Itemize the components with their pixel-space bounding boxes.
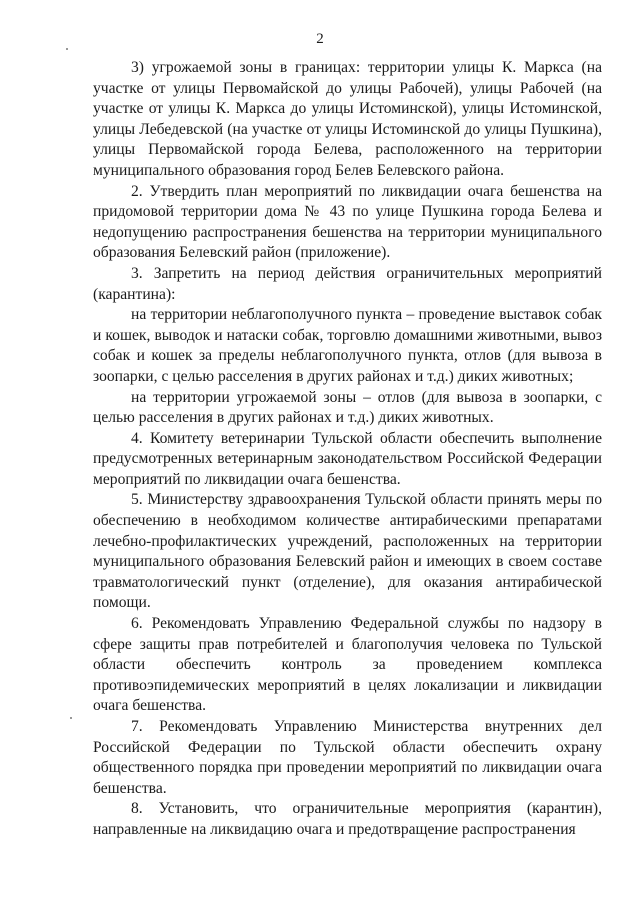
document-body [93, 58, 602, 841]
paragraph-item-3a: на территории неблагополучного пункта – проведение выставок собак и кошек, выводок и натаски собак, торговлю домашними животными, вывоз собак и кошек за пределы неблагополучного пункта, отлов (для вывоза в зоопарки, с целью расселения в других районах и т.д.) диких животных; [93, 306, 602, 385]
paragraph-zone-3: 3) угрожаемой зоны в границах: территории улицы К. Маркса (на участке от улицы Первомайской до улицы Рабочей), улицы Рабочей (на участке от улицы К. Маркса до улицы Истоминской), улицы Истоминской, улицы Лебедевской (на участке от улицы Истоминской до улицы Пушкина), улицы Первомайской города Белева, расположенного на территории муниципального образования город Белев Белевского района. [93, 59, 602, 179]
paragraph-item-4: 4. Комитету ветеринарии Тульской области обеспечить выполнение предусмотренных ветеринарным законодательством Российской Федерации мероприятий по ликвидации очага бешенства. [93, 429, 602, 488]
page-number: 2 [316, 31, 324, 47]
paragraph-item-5: 5. Министерству здравоохранения Тульской области принять меры по обеспечению в необходимом количестве антирабическими препаратами лечебно-профилактических учреждений, расположенных на территории муниципального образования Белевский район и имеющих в своем составе травматологический пункт (отделение), для оказания антирабической помощи. [93, 491, 602, 612]
paragraph-item-8: 8. Установить, что ограничительные мероприятия (карантин), направленные на ликвидацию очага и предотвращение распространения [93, 800, 602, 838]
scan-speck [70, 717, 72, 719]
paragraph-item-2: 2. Утвердить план мероприятий по ликвидации очага бешенства на придомовой территории дома № 43 по улице Пушкина города Белева и недопущению распространения бешенства на территории муниципального образования Белевский район (приложение). [93, 182, 602, 262]
paragraph-item-3b: на территории угрожаемой зоны – отлов (для вывоза в зоопарки, с целью расселения в других районах и т.д.) диких животных. [93, 388, 602, 427]
paragraph-item-6: 6. Рекомендовать Управлению Федеральной службы по надзору в сфере защиты прав потребителей и благополучия человека по Тульской области обеспечить контроль за проведением комплекса противоэпидемических мероприятий в целях локализации и ликвидации очага бешенства. [93, 615, 602, 715]
paragraph-item-3: 3. Запретить на период действия ограничительных мероприятий (карантина): [93, 264, 602, 303]
scan-speck [66, 48, 68, 50]
paragraph-item-7: 7. Рекомендовать Управлению Министерства внутренних дел Российской Федерации по Тульской области обеспечить охрану общественного порядка при проведении мероприятий по ликвидации очага бешенства. [93, 718, 602, 797]
